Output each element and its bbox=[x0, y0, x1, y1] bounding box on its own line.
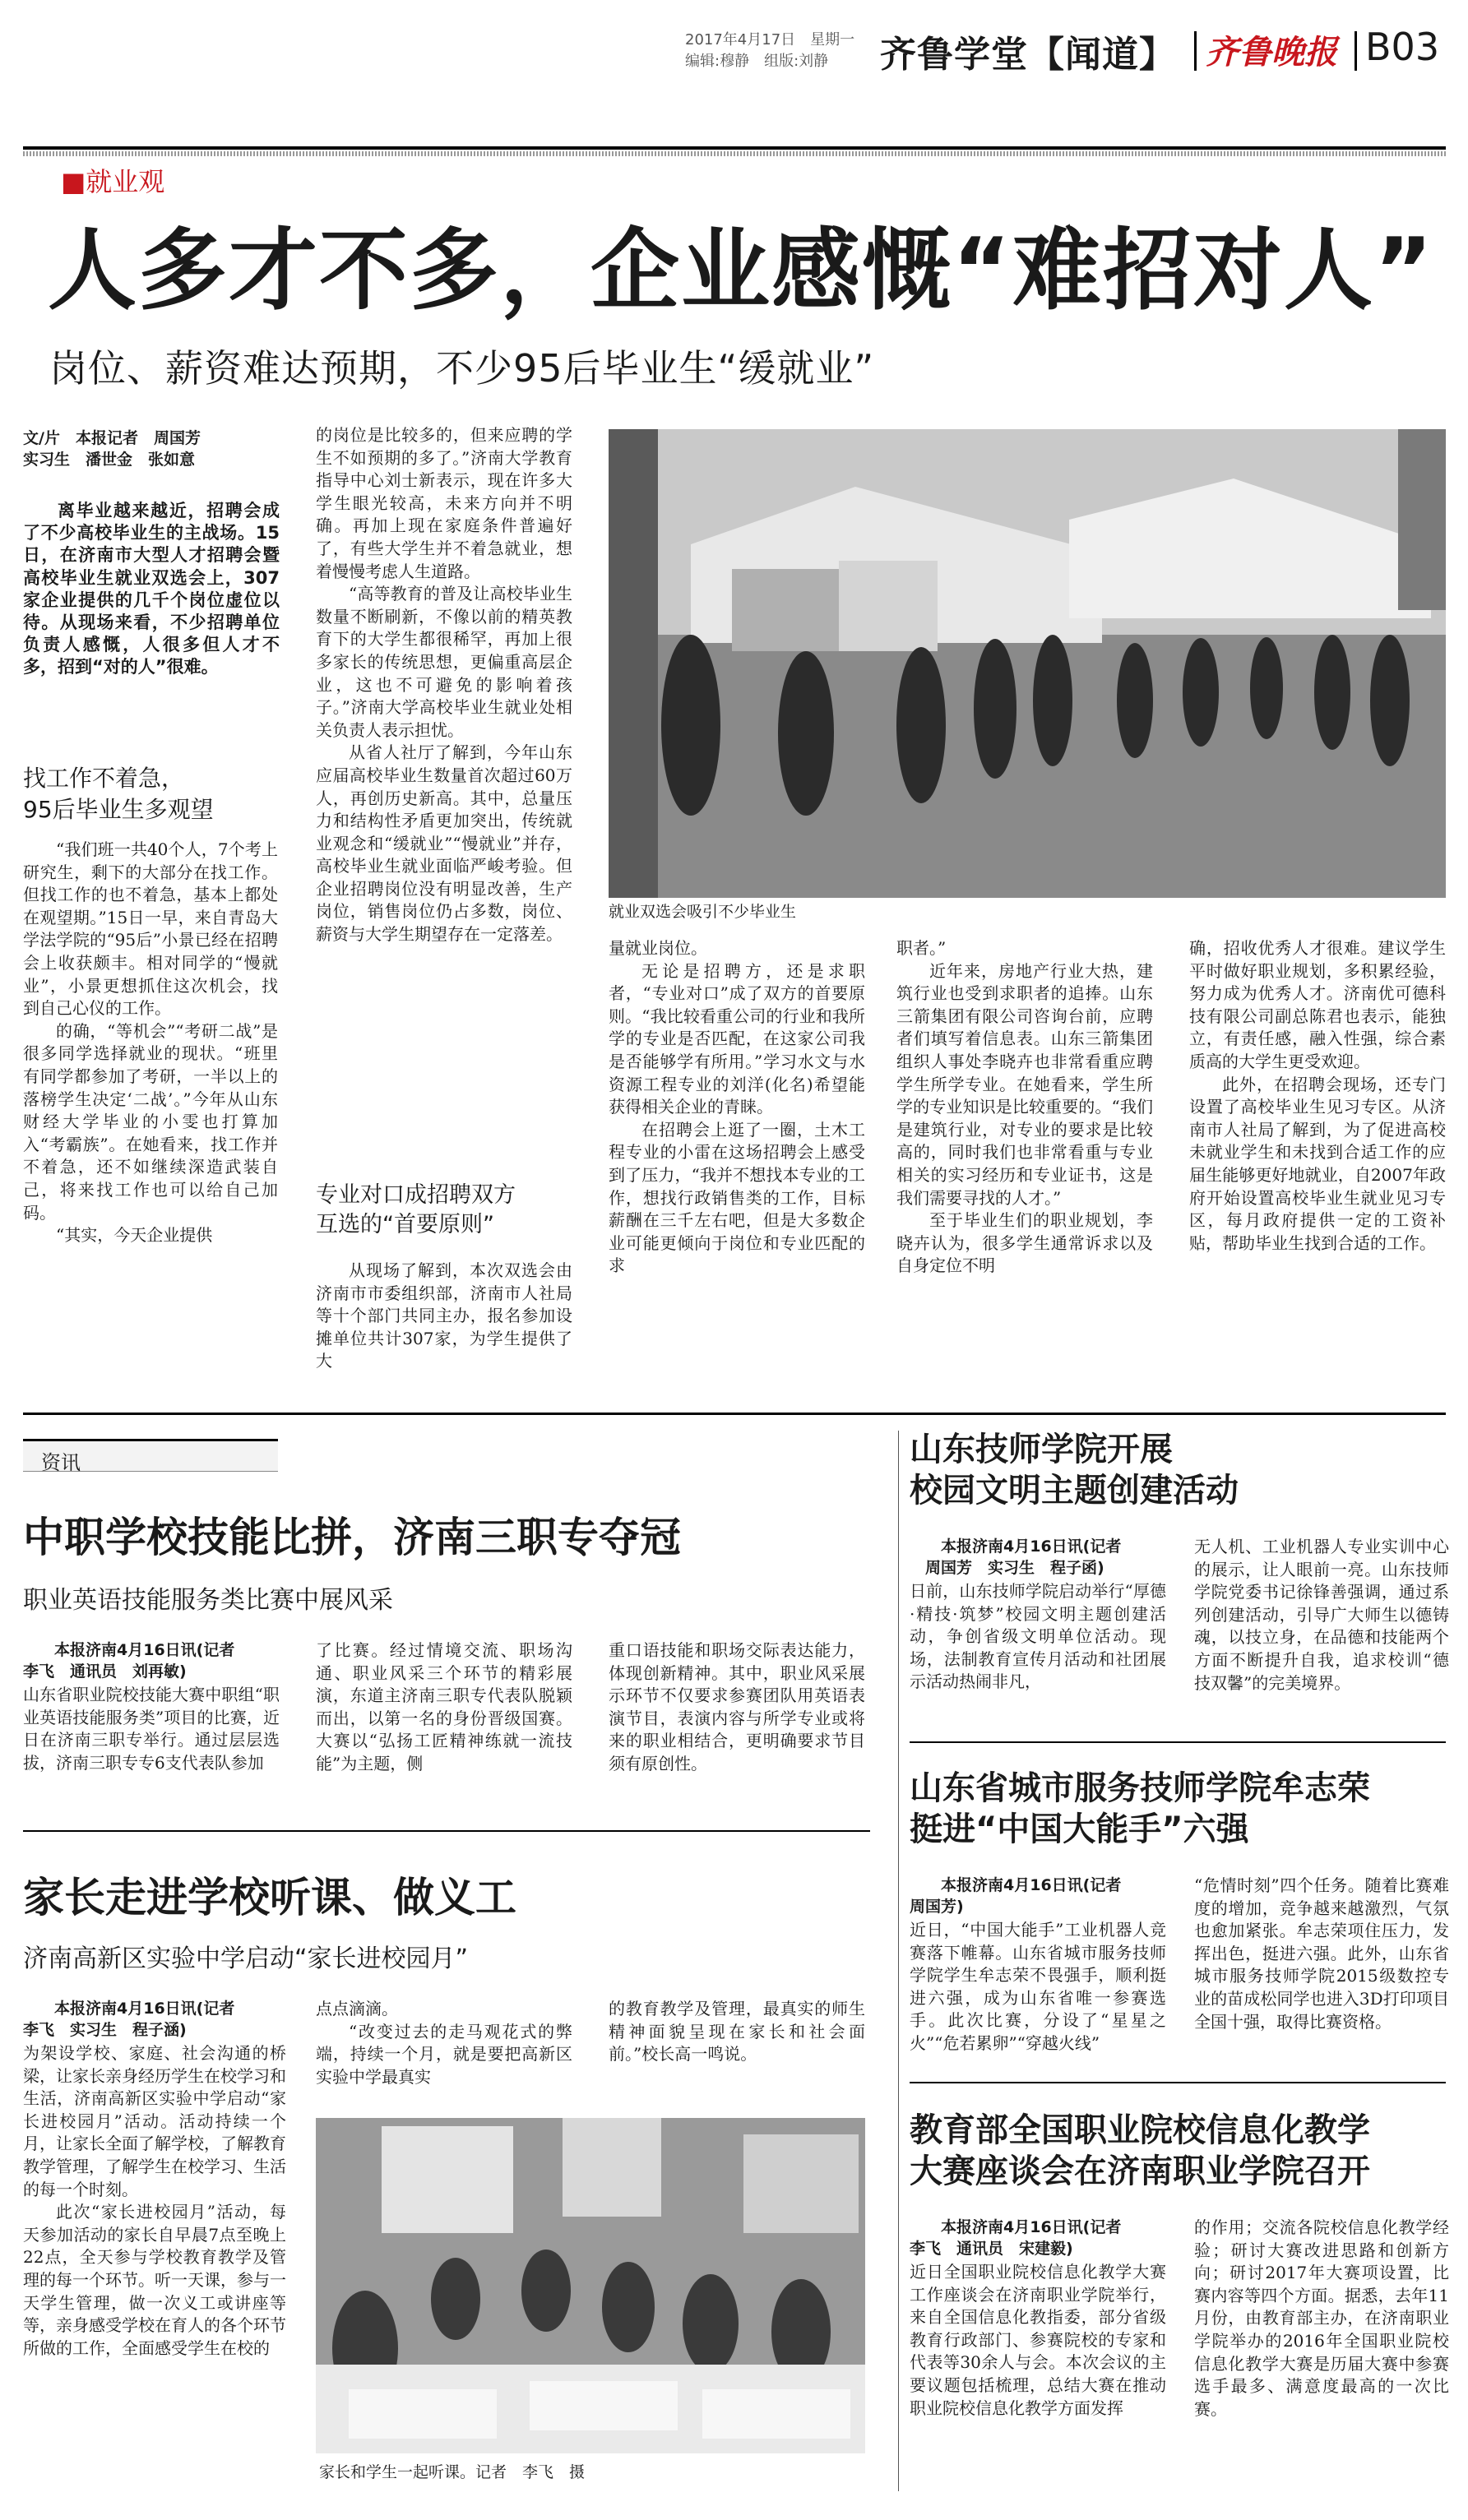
feature-sub1: 找工作不着急， 95后毕业生多观望 bbox=[23, 765, 214, 823]
feature-lead: 离毕业越来越近，招聘会成了不少高校毕业生的主战场。15日，在济南市大型人才招聘会暨高校毕业生就业双选会上，307家企业提供的几千个岗位虚位以待。从现场来看，不少招聘单位负责人感慨，人很多但人才不多，招到“对的人”很难。 bbox=[23, 501, 280, 677]
feature-col2: 的岗位是比较多的，但来应聘的学生不如预期的多了。”济南大学教育指导中心刘士新表示，现在许多大学生眼光较高，未来方向并不明确。再加上现在家庭条件普遍好了，有些大学生并不着急就业，想着慢慢考虑人生道路。 “高等教育的普及让高校毕业生数量不断刷新，不像以前的精英教育下的大学生都很稀罕，再加上很多家长的传统思想，更偏重高层企业，这也不可避免的影响着孩子。”济南大学高校毕业生就业处相关负责人表示担忧。 从省人社厅了解到，今年山东应届高校毕业生数量首次超过60万人，再创历史新高。其中，总量压力和结构性矛盾更加突出，传统就业观念和“缓就业”“慢就业”并存，高校毕业生就业面临严峻考验。但企业招聘岗位没有明显改善，生产岗位，销售岗位仍占多数，岗位、薪资与大学生期望存在一定落差。 bbox=[316, 425, 572, 945]
photo-caption: 就业双选会吸引不少毕业生 bbox=[609, 903, 797, 921]
column-rule bbox=[898, 1431, 899, 2491]
story3-byline: 本报济南4月16日讯(记者 周国芳 实习生 程子函) bbox=[925, 1537, 1122, 1577]
story1-headline: 中职学校技能比拼，济南三职专夺冠 bbox=[23, 1514, 681, 1561]
story5-col1: 近日全国职业院校信息化教学大赛工作座谈会在济南职业学院举行，来自全国信息化教指委，部分省级教育行政部门、参赛院校的专家和代表等30余人与会。本次会议的主要议题包括梳理，总结大赛在推动职业院校信息化教学方面发挥 bbox=[910, 2262, 1166, 2418]
story1-rule bbox=[23, 1830, 870, 1832]
story2-col3: 的教育教学及管理，最真实的师生精神面貌呈现在家长和社会面前。”校长高一鸣说。 bbox=[609, 1999, 865, 2065]
news-label-box bbox=[23, 1439, 278, 1472]
story4-col2: “危情时刻”四个任务。随着比赛难度的增加，竞争越来越激烈，气氛也愈加紧张。牟志荣项住压力，发挥出色，挺进六强。此外，山东省城市服务技师学院2015级数控专业的苗成松同学也进入3D打印项目全国十强，取得比赛资格。 bbox=[1194, 1875, 1449, 2032]
top-rule-gray bbox=[23, 151, 1446, 156]
story2-subhead: 济南高新区实验中学启动“家长进校园月” bbox=[23, 1944, 469, 1973]
classroom-photo bbox=[316, 2118, 865, 2453]
feature-col2b: 从现场了解到，本次双选会由济南市市委组织部，济南市人社局等十个部门共同主办，报名参加设摊单位共计307家，为学生提供了大 bbox=[316, 1260, 572, 1371]
feature-col5: 确，招收优秀人才很难。建议学生平时做好职业规划，多积累经验，努力成为优秀人才。济南优可德科技有限公司副总陈君也表示，能独立，有责任感，融入性强，综合素质高的大学生更受欢迎。 此外，在招聘会现场，还专门设置了高校毕业生见习专区。从济南市人社局了解到，为了促进高校未就业学生和未找到合适工作的应届生能够更好地就业，自2007年政府开始设置高校毕业生就业见习专区，每月政府提供一定的工资补贴，帮助毕业生找到合适的工作。 bbox=[1189, 938, 1446, 1253]
story2-col2: 点点滴滴。 “改变过去的走马观花式的弊端，持续一个月，就是要把高新区实验中学最真实 bbox=[316, 1999, 572, 2087]
story3-col2: 无人机、工业机器人专业实训中心的展示，让人眼前一亮。山东技师学院党委书记徐锋善强调，通过系列创建活动，引导广大师生以德铸魂，以技立身，在品德和技能两个方面不断提升自我，追求校训“德技双馨”的完美境界。 bbox=[1194, 1537, 1449, 1693]
story1-col1: 山东省职业院校技能大赛中职组“职业英语技能服务类”项目的比赛，近日在济南三职专举行。通过层层选拔，济南三职专专6支代表队参加 bbox=[23, 1685, 280, 1773]
story1-col3: 重口语技能和职场交际表达能力，体现创新精神。其中，职业风采展示环节不仅要求参赛团队用英语表演节目，表演内容与所学专业或将来的职业相结合，更明确要求节目须有原创性。 bbox=[609, 1640, 865, 1773]
job-fair-photo bbox=[609, 429, 1446, 898]
masthead bbox=[0, 0, 1468, 82]
story2-photo-caption: 家长和学生一起听课。记者 李飞 摄 bbox=[319, 2463, 586, 2481]
story3-rule bbox=[910, 1741, 1446, 1743]
job-fair-photo-illustration bbox=[609, 429, 1446, 898]
story5-col2: 的作用；交流各院校信息化教学经验；研讨大赛改进思路和创新方向；研讨2017年大赛项设置，比赛内容等四个方面。据悉，去年11月份，由教育部主办，在济南职业学院举办的2016年全国职业院校信息化教学大赛是历届大赛中参赛选手最多、满意度最高的一次比赛。 bbox=[1194, 2217, 1449, 2419]
feature-sub2: 专业对口成招聘双方 互选的“首要原则” bbox=[316, 1182, 516, 1237]
story2-byline: 本报济南4月16日讯(记者 李飞 实习生 程子涵) bbox=[23, 2000, 235, 2039]
column-label: ■就业观 bbox=[61, 166, 165, 197]
masthead-divider bbox=[1194, 31, 1197, 71]
story4-headline: 山东省城市服务技师学院牟志荣 挺进“中国大能手”六强 bbox=[910, 1769, 1370, 1848]
feature-col1: “我们班一共40个人，7个考上研究生，剩下的大部分在找工作。但找工作的也不着急，基本上都处在观望期。”15日一早，来自青岛大学法学院的“95后”小景已经在招聘会上收获颇丰。相对同学的“慢就业”，小景更想抓住这次机会，找到自己心仪的工作。 的确，“等机会”“考研二战”是很多同学选择就业的现状。“班里有同学都参加了考研，一半以上的落榜学生决定‘二战’。”今年从山东财经大学毕业的小雯也打算加入“考霸族”。在她看来，找工作并不着急，还不如继续深造武装自己，将来找工作也可以给自己加码。 “其实，今天企业提供 bbox=[23, 839, 278, 1246]
masthead-date: 2017年4月17日 星期一 bbox=[685, 31, 855, 49]
story4-col1: 近日，“中国大能手”工业机器人竞赛落下帷幕。山东省城市服务技师学院学生牟志荣不畏强手，顺利挺进六强，成为山东省唯一参赛选手。此次比赛，分设了“星星之火”“危若累卵”“穿越火线” bbox=[910, 1920, 1166, 2053]
story1-subhead: 职业英语技能服务类比赛中展风采 bbox=[23, 1586, 393, 1615]
story5-byline: 本报济南4月16日讯(记者 李飞 通讯员 宋建毅) bbox=[910, 2218, 1122, 2258]
top-rule bbox=[23, 146, 1446, 150]
mid-rule bbox=[23, 1413, 1446, 1415]
feature-col4: 职者。” 近年来，房地产行业大热，建筑行业也受到求职者的追捧。山东三箭集团有限公司咨询台前，应聘者们填写着信息表。山东三箭集团组织人事处李晓卉也非常看重应聘学生所学专业。在她看来，学生所学的专业知识是比较重要的。“我们是建筑行业，对专业的要求是比较高的，同时我们也非常看重与专业相关的实习经历和专业证书，这是我们需要寻找的人才。” 至于毕业生们的职业规划，李晓卉认为，很多学生通常诉求以及自身定位不明 bbox=[896, 938, 1153, 1276]
section-title: 齐鲁学堂【闻道】 bbox=[880, 34, 1176, 76]
news-label: 资讯 bbox=[41, 1451, 81, 1474]
story2-headline: 家长走进学校听课、做义工 bbox=[23, 1874, 516, 1921]
page-number: B03 bbox=[1365, 25, 1440, 69]
feature-byline: 文/片 本报记者 周国芳 实习生 潘世金 张如意 bbox=[23, 429, 201, 469]
masthead-divider-2 bbox=[1355, 31, 1357, 71]
story4-rule bbox=[910, 2082, 1446, 2083]
classroom-photo-illustration bbox=[316, 2118, 865, 2453]
feature-subheadline: 岗位、薪资难达预期，不少95后毕业生“缓就业” bbox=[49, 346, 875, 391]
story2-col1: 为架设学校、家庭、社会沟通的桥梁，让家长亲身经历学生在校学习和生活，济南高新区实验中学启动“家长进校园月”活动。活动持续一个月，让家长全面了解学校，了解教育教学管理，了解学生在校学习、生活的每一个时刻。 此次“家长进校园月”活动，每天参加活动的家长自早晨7点至晚上22点，全天参与学校教育教学及管理的每一个环节。听一天课，参与一天学生管理，做一次义工或讲座等等，亲身感受学校在育人的各个环节所做的工作，全面感受学生在校的 bbox=[23, 2043, 286, 2358]
story3-col1: 日前，山东技师学院启动举行“厚德·精技·筑梦”校园文明主题创建活动，争创省级文明单位活动。现场，法制教育宣传月活动和社团展示活动热闹非凡， bbox=[910, 1581, 1166, 1692]
story5-headline: 教育部全国职业院校信息化教学 大赛座谈会在济南职业学院召开 bbox=[910, 2111, 1370, 2190]
story1-byline: 本报济南4月16日讯(记者 李飞 通讯员 刘再敏) bbox=[23, 1641, 235, 1681]
story1-col2: 了比赛。经过情境交流、职场沟通、职业风采三个环节的精彩展演，东道主济南三职专代表队脱颖而出，以第一名的身份晋级国赛。大赛以“弘扬工匠精神练就一流技能”为主题，侧 bbox=[316, 1640, 572, 1773]
feature-headline: 人多才不多，企业感慨“难招对人” bbox=[48, 220, 1434, 322]
story3-headline: 山东技师学院开展 校园文明主题创建活动 bbox=[910, 1431, 1239, 1510]
paper-logo: 齐鲁晚报 bbox=[1206, 33, 1337, 72]
masthead-editors: 编辑:穆静 组版:刘静 bbox=[685, 53, 829, 70]
feature-col3: 量就业岗位。 无论是招聘方，还是求职者，“专业对口”成了双方的首要原则。“我比较看重公司的行业和我所学的专业是否匹配，在这家公司我是否能够学有所用。”学习水文与水资源工程专业的刘洋(化名)希望能获得相关企业的青睐。 在招聘会上逛了一圈，土木工程专业的小雷在这场招聘会上感受到了压力，“我并不想找本专业的工作，想找行政销售类的工作，目标薪酬在三千左右吧，但是大多数企业可能更倾向于岗位和专业匹配的求 bbox=[609, 938, 865, 1276]
story4-byline: 本报济南4月16日讯(记者 周国芳) bbox=[910, 1876, 1122, 1916]
